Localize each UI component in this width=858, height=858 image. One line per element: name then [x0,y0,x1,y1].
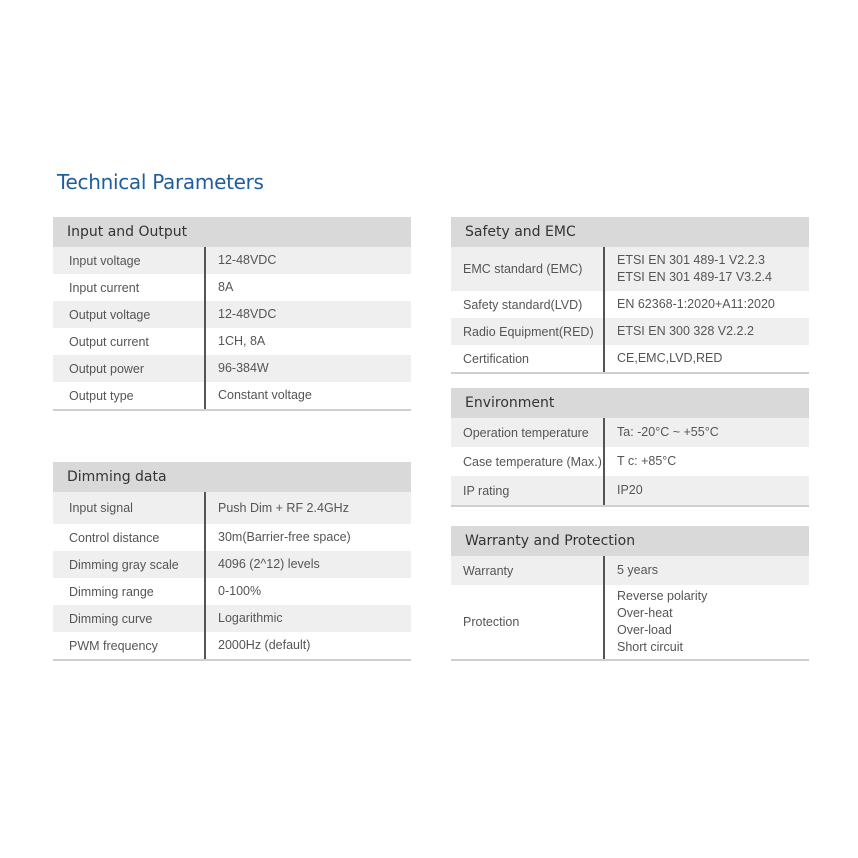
value-line: Ta: -20°C ~ +55°C [617,425,719,439]
dimming-header: Dimming data [53,462,411,492]
value-line: ETSI EN 301 489-1 V2.2.3 [617,253,766,267]
row-label: Output current [69,334,149,349]
value-line: 5 years [617,563,658,577]
table-row [53,301,411,328]
table-row [451,556,809,585]
row-label: Control distance [69,530,160,545]
value-line: EN 62368-1:2020+A11:2020 [617,297,775,311]
table-row [451,585,809,659]
table-row [451,418,809,447]
row-label: Output power [69,361,145,376]
row-value [603,318,809,345]
row-label: PWM frequency [69,638,158,653]
row-value [204,492,411,524]
row-value [204,578,411,605]
environment-table [451,388,809,507]
row-value [603,556,809,585]
environment-header: Environment [451,388,809,418]
row-label: Input current [69,280,140,295]
row-value [603,447,809,476]
row-value [204,355,411,382]
safety-emc-header: Safety and EMC [451,217,809,247]
row-label: Dimming gray scale [69,557,179,572]
table-row [53,492,411,524]
value-line: ETSI EN 301 489-17 V3.2.4 [617,270,772,284]
table-row [451,247,809,291]
table-row [53,247,411,274]
row-label: Protection [463,615,520,629]
value-line: 4096 (2^12) levels [218,557,320,571]
row-value [603,418,809,447]
row-value [603,585,809,659]
value-line: Reverse polarity [617,589,708,603]
table-row [53,578,411,605]
row-value [204,247,411,274]
input-output-table [53,217,411,411]
row-label: Case temperature (Max.) [463,454,602,469]
warranty-protection-table [451,526,809,661]
row-label: Radio Equipment(RED) [463,324,594,339]
table-row [53,355,411,382]
value-line: CE,EMC,LVD,RED [617,351,723,365]
table-row [53,551,411,578]
row-value [204,328,411,355]
row-label: Output type [69,388,134,403]
value-line: IP20 [617,483,643,497]
table-row [451,476,809,505]
table-row [451,447,809,476]
value-line: Constant voltage [218,388,312,402]
row-label: IP rating [463,483,510,498]
value-line: 2000Hz (default) [218,638,311,652]
row-value [204,632,411,659]
table-row [451,291,809,318]
value-line: 12-48VDC [218,307,277,321]
row-label: Input voltage [69,253,141,268]
row-label: Safety standard(LVD) [463,297,583,312]
row-value [204,274,411,301]
value-line: 96-384W [218,361,269,375]
table-row [53,605,411,632]
row-value [603,345,809,372]
row-label: EMC standard (EMC) [463,262,583,276]
table-row [53,524,411,551]
row-value [603,476,809,505]
row-value [603,247,809,291]
value-line: Over-heat [617,606,673,620]
value-line: Short circuit [617,640,683,654]
safety-emc-table [451,217,809,374]
value-line: Logarithmic [218,611,283,625]
row-value [204,551,411,578]
warranty-protection-header: Warranty and Protection [451,526,809,556]
table-row [451,345,809,372]
value-line: T c: +85°C [617,454,677,468]
table-row [53,328,411,355]
value-line: Over-load [617,623,672,637]
table-row [53,632,411,659]
row-value [204,301,411,328]
row-label: Dimming curve [69,611,153,626]
dimming-table [53,462,411,661]
table-row [53,274,411,301]
table-row [451,318,809,345]
page-title: Technical Parameters [57,170,264,194]
table-row [53,382,411,409]
value-line: 0-100% [218,584,262,598]
value-line: Push Dim + RF 2.4GHz [218,500,349,515]
value-line: 1CH, 8A [218,334,266,348]
row-value [204,382,411,409]
row-value [603,291,809,318]
input-output-header: Input and Output [53,217,411,247]
value-line: 8A [218,280,234,294]
value-line: 30m(Barrier-free space) [218,530,351,544]
row-value [204,524,411,551]
row-value [204,605,411,632]
row-label: Output voltage [69,307,151,322]
row-label: Input signal [69,501,133,515]
row-label: Dimming range [69,584,154,599]
row-label: Certification [463,351,529,366]
row-label: Operation temperature [463,425,589,440]
value-line: 12-48VDC [218,253,277,267]
value-line: ETSI EN 300 328 V2.2.2 [617,324,754,338]
row-label: Warranty [463,563,514,578]
